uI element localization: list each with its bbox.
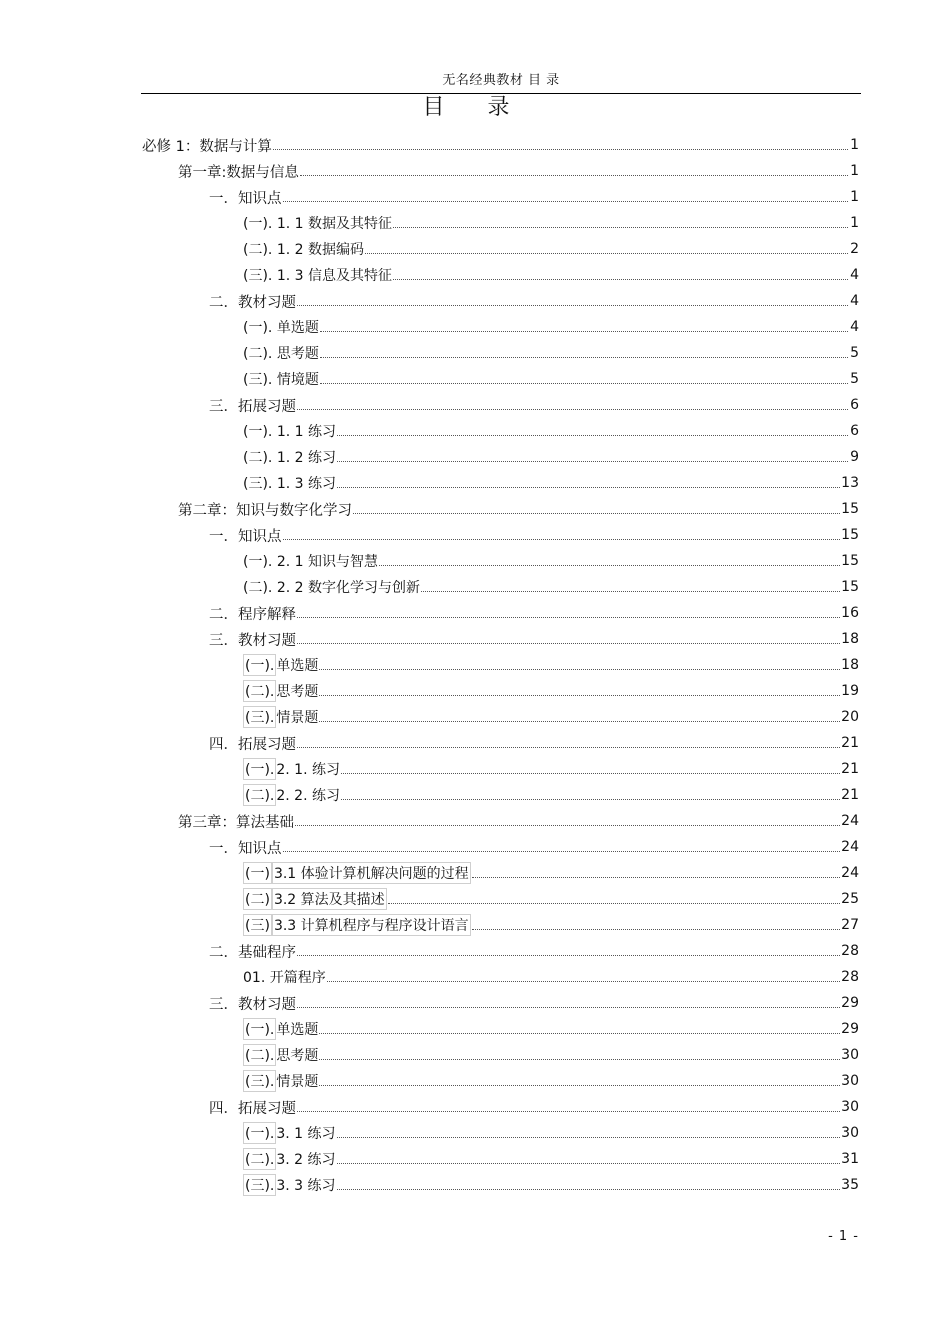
toc-entry[interactable] <box>142 444 859 470</box>
toc-entry-number: (一). <box>243 654 276 676</box>
toc-page-number: 31 <box>841 1151 859 1167</box>
toc-entry[interactable] <box>142 704 859 730</box>
dot-leader <box>319 669 840 670</box>
toc-entry-text <box>243 1148 336 1170</box>
toc-entry-text <box>178 811 294 832</box>
dot-leader <box>337 1189 841 1190</box>
toc-page-number: 16 <box>841 605 859 621</box>
toc-entry[interactable] <box>142 158 859 184</box>
toc-entry[interactable] <box>142 496 859 522</box>
toc-page-number: 6 <box>850 423 859 439</box>
toc-page-number: 30 <box>841 1047 859 1063</box>
toc-entry[interactable] <box>142 1172 859 1198</box>
toc-page-number: 35 <box>841 1177 859 1193</box>
toc-entry-text <box>243 654 318 676</box>
toc-entry-text <box>243 680 318 702</box>
toc-entry[interactable] <box>142 990 859 1016</box>
toc-entry-label: 2. 2. 练习 <box>276 788 340 804</box>
toc-entry-label: 三．教材习题 <box>209 996 296 1013</box>
toc-entry[interactable] <box>142 340 859 366</box>
toc-entry-text <box>243 1018 318 1040</box>
toc-entry-text <box>209 941 296 962</box>
dot-leader <box>472 877 841 878</box>
toc-entry-label: 3.3 计算机程序与程序设计语言 <box>272 914 471 936</box>
dot-leader <box>320 331 848 332</box>
toc-page-number: 6 <box>850 397 859 413</box>
toc-page-number: 13 <box>841 475 859 491</box>
toc-entry[interactable] <box>142 1068 859 1094</box>
dot-leader <box>388 903 841 904</box>
toc-entry[interactable] <box>142 1146 859 1172</box>
dot-leader <box>297 643 840 644</box>
toc-page-number: 18 <box>841 631 859 647</box>
toc-entry-text <box>209 395 296 416</box>
toc-entry-text <box>209 525 282 546</box>
toc-entry[interactable] <box>142 574 859 600</box>
toc-entry-number: (一). <box>243 758 276 780</box>
toc-entry-label: 01. 开篇程序 <box>243 970 326 986</box>
toc-entry-label: 三．教材习题 <box>209 632 296 649</box>
toc-entry[interactable] <box>142 912 859 938</box>
toc-page-number: 30 <box>841 1125 859 1141</box>
toc-entry-text <box>243 967 326 987</box>
toc-entry-label: 第二章：知识与数字化学习 <box>178 502 352 519</box>
dot-leader <box>319 721 840 722</box>
toc-entry-number: (一) <box>243 862 272 884</box>
toc-page-number: 19 <box>841 683 859 699</box>
dot-leader <box>319 1033 840 1034</box>
toc-entry-label: (二). 1. 2 练习 <box>243 450 336 466</box>
toc-entry-label: (二). 2. 2 数字化学习与创新 <box>243 580 420 596</box>
dot-leader <box>295 825 840 826</box>
toc-entry[interactable] <box>142 1016 859 1042</box>
toc-entry-text <box>178 499 352 520</box>
dot-leader <box>393 279 848 280</box>
toc-page-number: 24 <box>841 813 859 829</box>
toc-entry[interactable] <box>142 730 859 756</box>
toc-entry[interactable] <box>142 1042 859 1068</box>
toc-page-number: 2 <box>850 241 859 257</box>
toc-page-number: 5 <box>850 371 859 387</box>
toc-entry-number: (一). <box>243 1122 276 1144</box>
toc-entry-label: 思考题 <box>276 684 319 700</box>
dot-leader <box>300 175 848 176</box>
toc-page-number: 28 <box>841 969 859 985</box>
toc-page-number: 21 <box>841 735 859 751</box>
dot-leader <box>283 851 841 852</box>
toc-entry-label: 第一章:数据与信息 <box>178 164 299 181</box>
toc-entry-label: 3. 2 练习 <box>276 1152 336 1168</box>
toc-page-number: 1 <box>850 163 859 179</box>
toc-entry[interactable] <box>142 938 859 964</box>
toc-page-number: 30 <box>841 1099 859 1115</box>
toc-entry-label: 一．知识点 <box>209 840 282 857</box>
toc-page-number: 29 <box>841 995 859 1011</box>
dot-leader <box>393 227 848 228</box>
dot-leader <box>283 539 841 540</box>
toc-entry-text <box>243 758 340 780</box>
header-title: 无名经典教材 目 录 <box>442 73 560 88</box>
toc-entry-number: (三). <box>243 1174 276 1196</box>
toc-entry-text <box>209 993 296 1014</box>
dot-leader <box>297 1111 840 1112</box>
toc-entry[interactable] <box>142 418 859 444</box>
toc-entry-label: 3. 3 练习 <box>276 1178 336 1194</box>
dot-leader <box>327 981 840 982</box>
toc-page-number: 21 <box>841 761 859 777</box>
toc-page-number: 24 <box>841 839 859 855</box>
toc-entry-text <box>243 473 336 493</box>
dot-leader <box>297 747 840 748</box>
toc-entry-label: 第三章：算法基础 <box>178 814 294 831</box>
toc-entry-text <box>243 914 471 936</box>
toc-entry-text <box>243 1070 318 1092</box>
dot-leader <box>365 253 848 254</box>
toc-entry-label: 一．知识点 <box>209 190 282 207</box>
toc-entry-text <box>209 837 282 858</box>
toc-entry-number: (二). <box>243 1148 276 1170</box>
table-of-contents <box>142 132 859 1198</box>
dot-leader <box>273 149 848 150</box>
toc-entry[interactable] <box>142 886 859 912</box>
toc-entry-text <box>243 317 319 337</box>
toc-entry-number: (三). <box>243 1070 276 1092</box>
toc-entry-text <box>243 343 319 363</box>
dot-leader <box>337 435 848 436</box>
toc-entry-text <box>243 706 318 728</box>
dot-leader <box>337 1137 841 1138</box>
dot-leader <box>320 357 848 358</box>
toc-entry-text <box>243 421 336 441</box>
toc-entry-text <box>243 888 387 910</box>
toc-entry[interactable] <box>142 522 859 548</box>
toc-entry-text <box>243 862 471 884</box>
dot-leader <box>319 1085 840 1086</box>
toc-entry-label: 三．拓展习题 <box>209 398 296 415</box>
toc-entry[interactable] <box>142 834 859 860</box>
toc-entry-label: (二). 思考题 <box>243 346 319 362</box>
dot-leader <box>353 513 840 514</box>
toc-entry-label: 二．教材习题 <box>209 294 296 311</box>
toc-entry-number: (二) <box>243 888 272 910</box>
toc-entry-text <box>209 629 296 650</box>
toc-entry-text <box>243 213 392 233</box>
toc-page-number: 20 <box>841 709 859 725</box>
toc-page-number: 15 <box>841 553 859 569</box>
toc-page-number: 1 <box>850 137 859 153</box>
toc-entry-text <box>209 733 296 754</box>
toc-entry[interactable] <box>142 860 859 886</box>
toc-entry[interactable] <box>142 132 859 158</box>
toc-page-number: 24 <box>841 865 859 881</box>
toc-page-number: 9 <box>850 449 859 465</box>
toc-page-number: 1 <box>850 189 859 205</box>
dot-leader <box>320 383 848 384</box>
toc-page-number: 15 <box>841 501 859 517</box>
toc-entry-label: 一．知识点 <box>209 528 282 545</box>
toc-entry-label: (一). 单选题 <box>243 320 319 336</box>
toc-entry-label: 二．基础程序 <box>209 944 296 961</box>
toc-entry-text <box>209 1097 296 1118</box>
toc-entry-number: (三). <box>243 706 276 728</box>
toc-entry[interactable] <box>142 600 859 626</box>
toc-entry[interactable] <box>142 1094 859 1120</box>
toc-entry-text <box>243 265 392 285</box>
toc-entry[interactable] <box>142 782 859 808</box>
toc-entry[interactable] <box>142 236 859 262</box>
toc-page-number: 1 <box>850 215 859 231</box>
toc-page-number: 30 <box>841 1073 859 1089</box>
dot-leader <box>283 201 849 202</box>
running-header <box>141 72 861 94</box>
dot-leader <box>337 487 840 488</box>
toc-entry[interactable] <box>142 678 859 704</box>
toc-entry[interactable] <box>142 366 859 392</box>
toc-page-number: 4 <box>850 293 859 309</box>
toc-entry-label: 必修 1：数据与计算 <box>142 138 272 155</box>
toc-entry-label: 3.2 算法及其描述 <box>272 888 387 910</box>
toc-entry-text <box>209 603 296 624</box>
toc-entry-number: (二). <box>243 784 276 806</box>
toc-entry-label: (二). 1. 2 数据编码 <box>243 242 364 258</box>
toc-entry-number: (二). <box>243 1044 276 1066</box>
toc-entry-label: (一). 1. 1 练习 <box>243 424 336 440</box>
toc-entry-label: 四．拓展习题 <box>209 1100 296 1117</box>
toc-entry[interactable] <box>142 652 859 678</box>
toc-entry[interactable] <box>142 288 859 314</box>
toc-entry-label: (三). 1. 3 练习 <box>243 476 336 492</box>
toc-entry-label: (三). 情境题 <box>243 372 319 388</box>
toc-page-number: 29 <box>841 1021 859 1037</box>
toc-page-number: 27 <box>841 917 859 933</box>
toc-entry-text <box>243 551 378 571</box>
toc-entry-label: (三). 1. 3 信息及其特征 <box>243 268 392 284</box>
dot-leader <box>297 1007 840 1008</box>
toc-entry-label: 2. 1. 练习 <box>276 762 340 778</box>
toc-entry[interactable] <box>142 314 859 340</box>
toc-page-number: 15 <box>841 527 859 543</box>
toc-page-number: 25 <box>841 891 859 907</box>
toc-entry-text <box>243 369 319 389</box>
toc-entry[interactable] <box>142 548 859 574</box>
toc-page-number: 21 <box>841 787 859 803</box>
toc-entry-text <box>243 577 420 597</box>
dot-leader <box>341 773 840 774</box>
toc-entry-text <box>142 135 272 156</box>
dot-leader <box>341 799 840 800</box>
toc-page-number: 4 <box>850 319 859 335</box>
toc-entry-label: 单选题 <box>276 658 319 674</box>
toc-page-number: 15 <box>841 579 859 595</box>
dot-leader <box>297 305 848 306</box>
toc-entry-label: 二．程序解释 <box>209 606 296 623</box>
dot-leader <box>379 565 840 566</box>
dot-leader <box>319 695 840 696</box>
toc-entry-text <box>178 161 299 182</box>
toc-entry[interactable] <box>142 210 859 236</box>
toc-entry[interactable] <box>142 470 859 496</box>
toc-entry-text <box>243 1122 336 1144</box>
dot-leader <box>472 929 841 930</box>
toc-entry-text <box>209 291 296 312</box>
toc-entry-label: 情景题 <box>276 1074 319 1090</box>
toc-entry-label: 3.1 体验计算机解决问题的过程 <box>272 862 471 884</box>
toc-entry-text <box>243 1044 318 1066</box>
toc-entry[interactable] <box>142 184 859 210</box>
toc-entry-number: (一). <box>243 1018 276 1040</box>
dot-leader <box>319 1059 840 1060</box>
dot-leader <box>421 591 840 592</box>
toc-entry-label: 思考题 <box>276 1048 319 1064</box>
toc-title: 目 录 <box>422 95 528 120</box>
toc-entry[interactable] <box>142 626 859 652</box>
toc-page-number: 4 <box>850 267 859 283</box>
toc-entry-label: 3. 1 练习 <box>276 1126 336 1142</box>
dot-leader <box>337 461 848 462</box>
toc-entry[interactable] <box>142 964 859 990</box>
toc-entry[interactable] <box>142 808 859 834</box>
toc-entry-text <box>243 1174 336 1196</box>
toc-entry-text <box>243 784 340 806</box>
toc-entry-label: (一). 1. 1 数据及其特征 <box>243 216 392 232</box>
toc-entry-label: 单选题 <box>276 1022 319 1038</box>
toc-entry-text <box>243 239 364 259</box>
toc-entry[interactable] <box>142 1120 859 1146</box>
toc-entry-text <box>209 187 282 208</box>
toc-entry-number: (三) <box>243 914 272 936</box>
toc-entry[interactable] <box>142 392 859 418</box>
toc-entry-label: 四．拓展习题 <box>209 736 296 753</box>
page-number: - 1 - <box>828 1229 859 1244</box>
toc-entry[interactable] <box>142 756 859 782</box>
toc-entry[interactable] <box>142 262 859 288</box>
toc-entry-label: (一). 2. 1 知识与智慧 <box>243 554 378 570</box>
toc-entry-text <box>243 447 336 467</box>
toc-entry-number: (二). <box>243 680 276 702</box>
toc-page-number: 18 <box>841 657 859 673</box>
dot-leader <box>297 955 840 956</box>
toc-page-number: 28 <box>841 943 859 959</box>
dot-leader <box>297 409 848 410</box>
toc-entry-label: 情景题 <box>276 710 319 726</box>
toc-page-number: 5 <box>850 345 859 361</box>
dot-leader <box>337 1163 841 1164</box>
dot-leader <box>297 617 840 618</box>
